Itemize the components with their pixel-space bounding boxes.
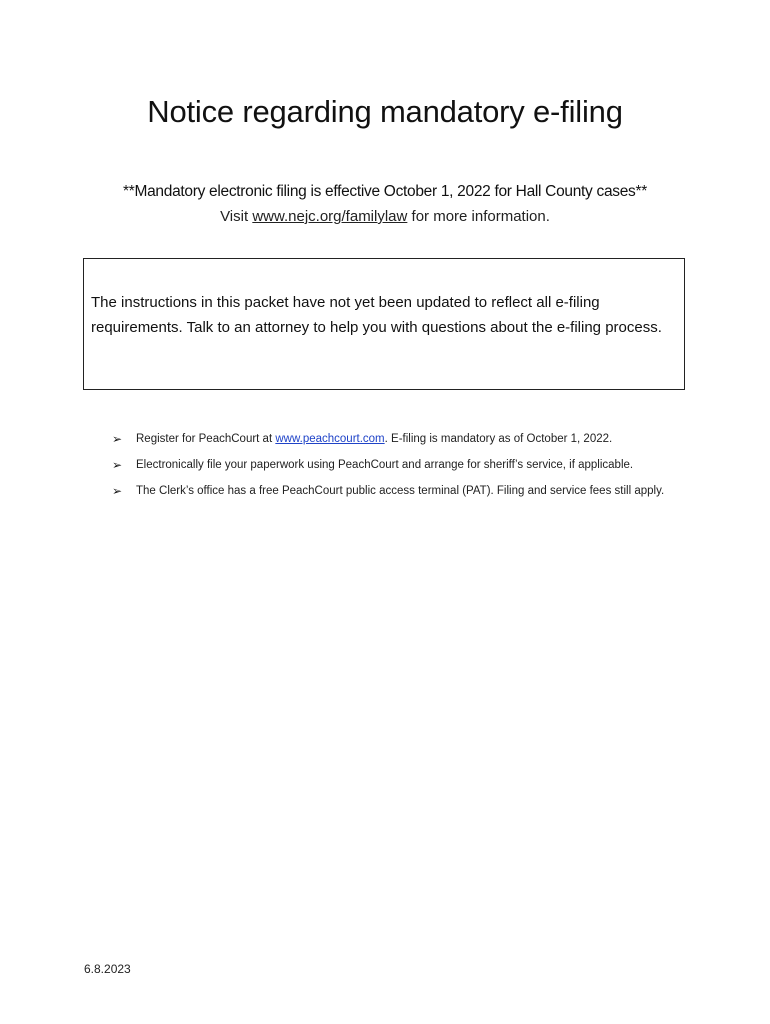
visit-line (0, 208, 770, 225)
bullet-item-clerk (112, 483, 692, 500)
page-title: Notice regarding mandatory e-filing (147, 94, 623, 129)
arrow-bullet-icon: ➢ (112, 432, 123, 446)
mandatory-notice (0, 183, 770, 201)
bullet-list (112, 431, 692, 509)
peachcourt-link[interactable]: www.peachcourt.com (275, 433, 385, 445)
mandatory-notice-text: **Mandatory electronic filing is effective October 1, 2022 for Hall County cases** (123, 183, 647, 200)
bullet-item-register (112, 431, 692, 448)
visit-suffix: for more information. (407, 208, 550, 225)
bullet-1-prefix: Register for PeachCourt at (136, 433, 276, 445)
bullet-1-suffix: . E-filing is mandatory as of October 1, 2022. (384, 433, 613, 445)
notice-box (83, 258, 685, 390)
nejc-link[interactable]: www.nejc.org/familylaw (252, 208, 408, 225)
document-date: 6.8.2023 (84, 962, 131, 976)
bullet-item-efile (112, 457, 692, 474)
bullet-3-text: The Clerk’s office has a free PeachCourt public access terminal (PAT). Filing and service fees still apply. (136, 485, 665, 497)
visit-prefix: Visit (220, 208, 253, 225)
arrow-bullet-icon: ➢ (112, 458, 123, 472)
notice-box-text: The instructions in this packet have not yet been updated to reflect all e-filing requirements. Talk to an attorney to help you with questions about the e-filing process. (91, 294, 662, 336)
arrow-bullet-icon: ➢ (112, 484, 123, 498)
bullet-2-text: Electronically file your paperwork using PeachCourt and arrange for sheriff’s service, if applicable. (136, 459, 634, 471)
